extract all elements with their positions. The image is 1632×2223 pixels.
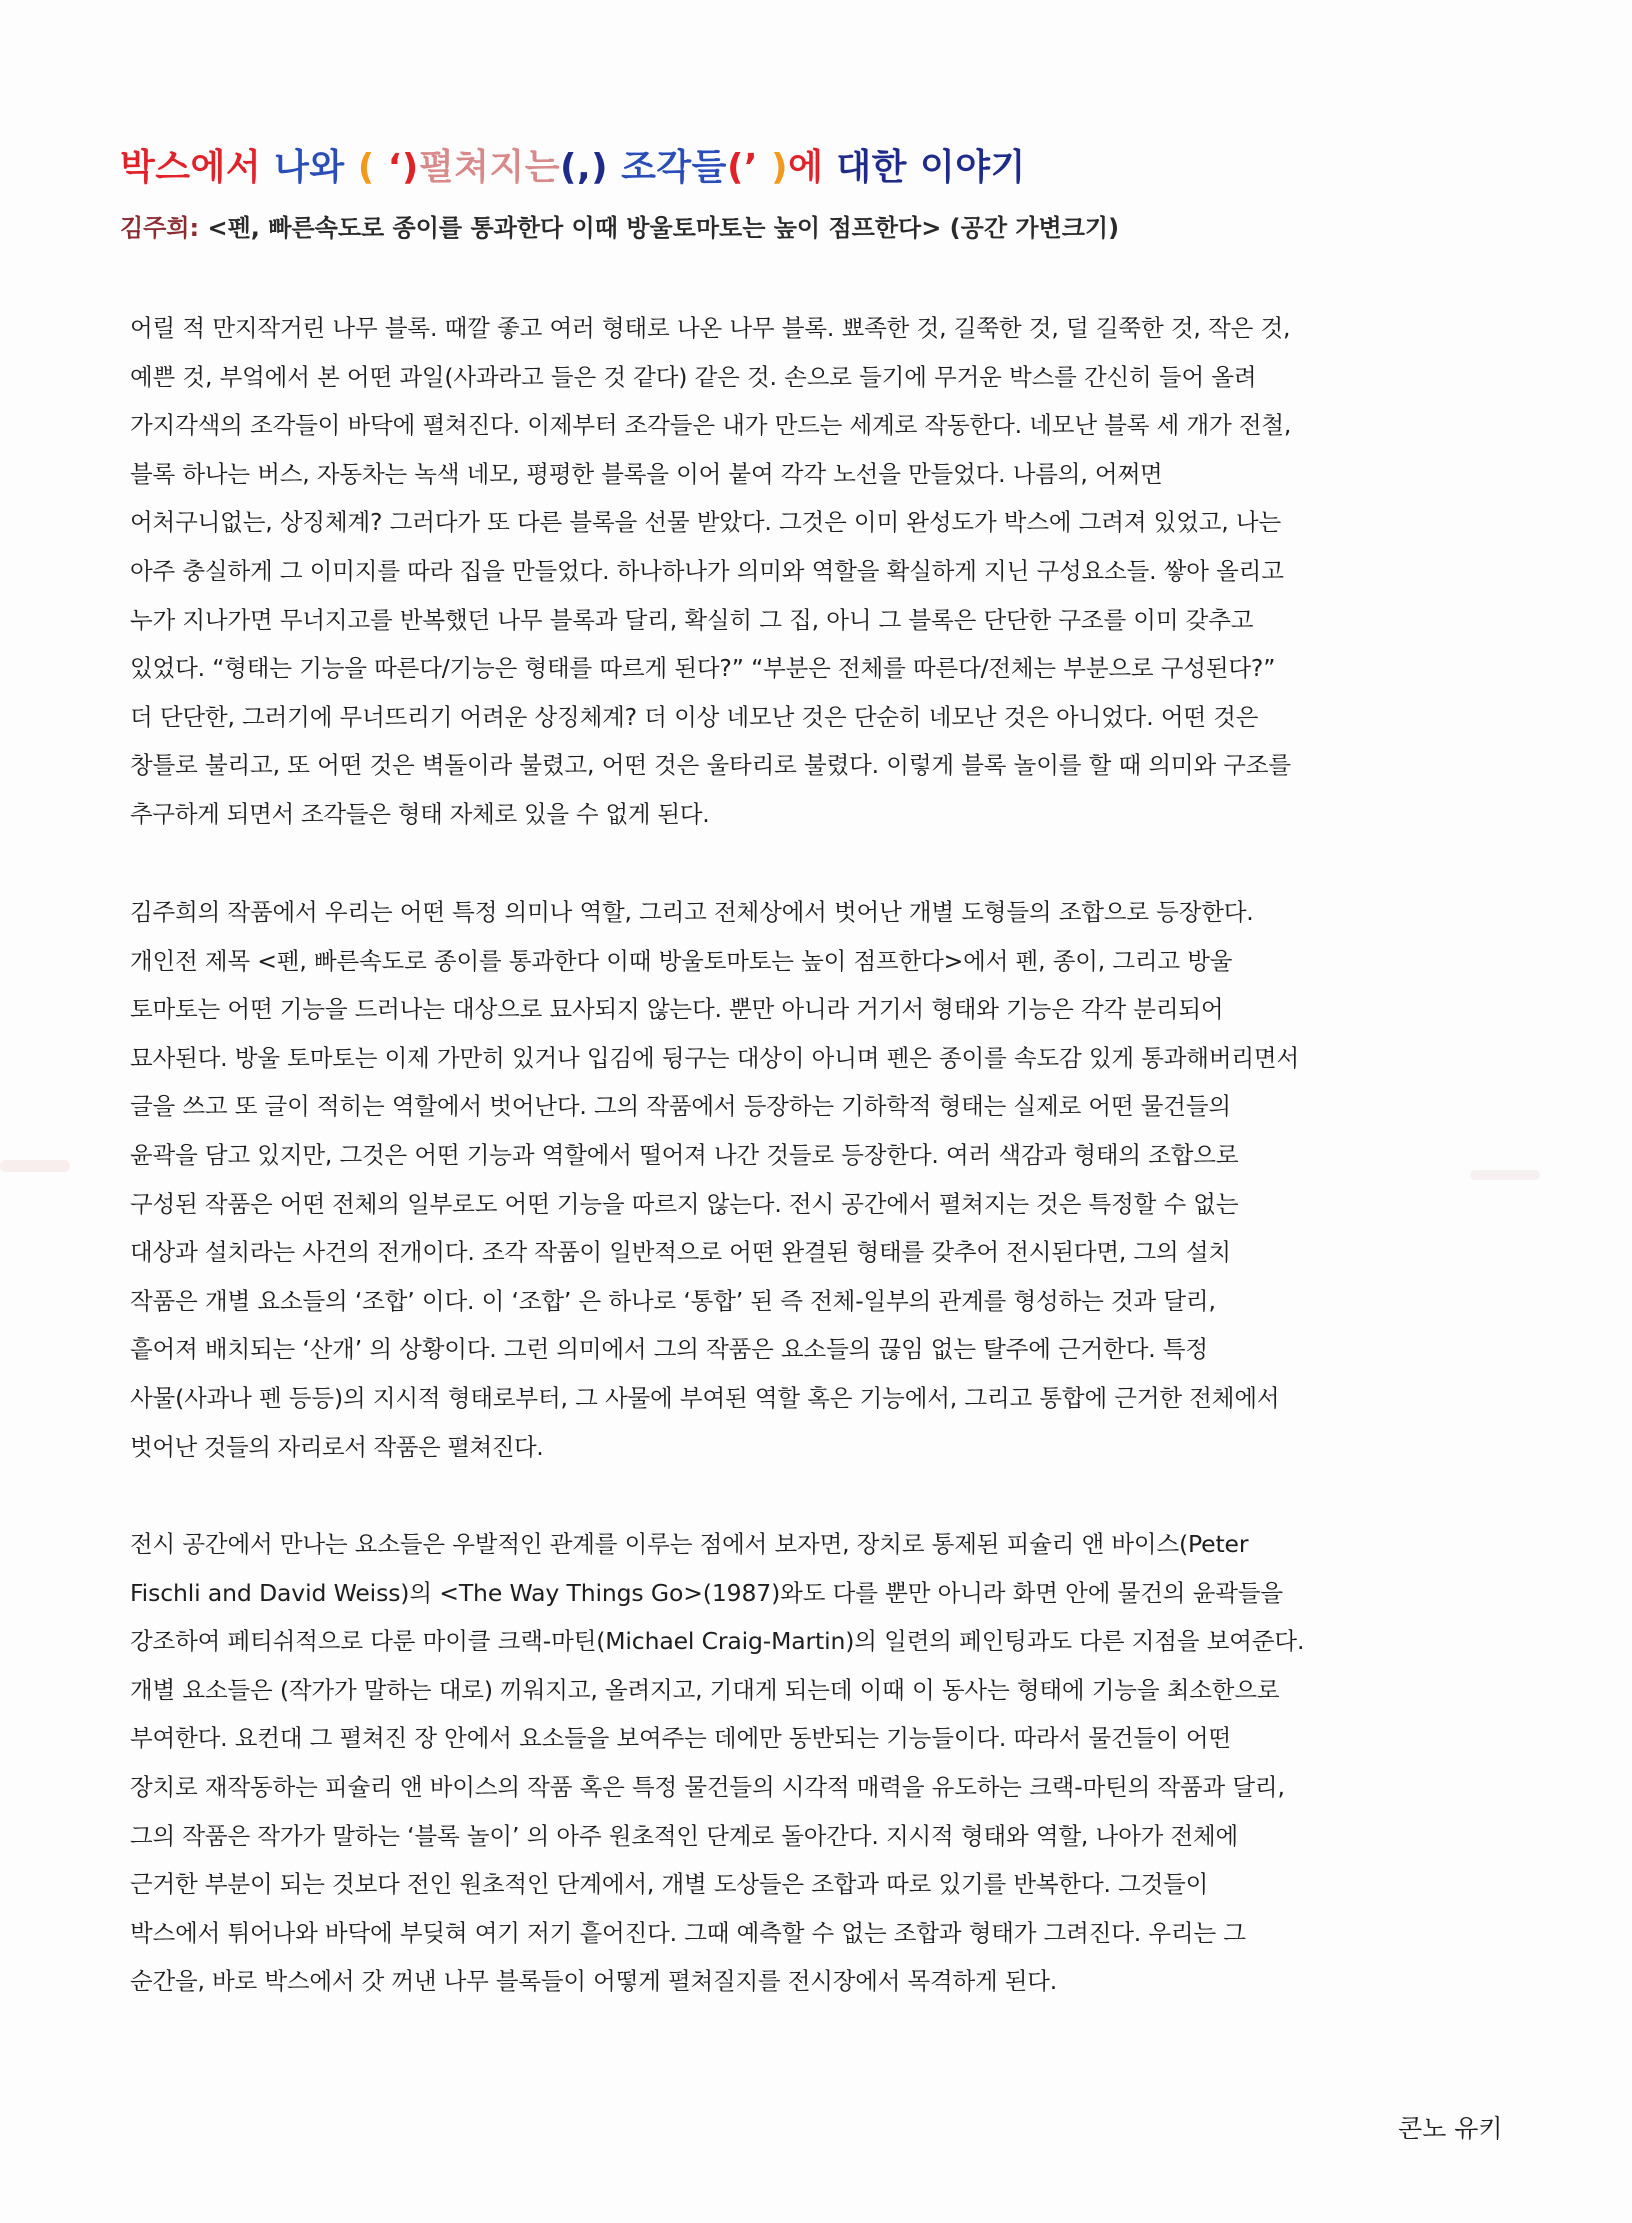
text-line: 순간을, 바로 박스에서 갓 꺼낸 나무 블록들이 어떻게 펼쳐질지를 전시장에서 목격하게 된다. xyxy=(130,1967,1058,1996)
text-line: Fischli and David Weiss)의 <The Way Things Go>(1987)와도 다를 뿐만 아니라 화면 안에 물건의 윤곽들을 xyxy=(130,1578,1284,1607)
title-segment: (,) xyxy=(559,147,622,188)
title-segment: 에 xyxy=(788,147,837,188)
essay-subtitle xyxy=(120,212,1540,244)
text-line: 강조하여 페티쉬적으로 다룬 마이클 크랙-마틴(Michael Craig-Martin)의 일련의 페인팅과도 다른 지점을 보여준다. xyxy=(130,1627,1305,1656)
text-line: 묘사된다. 방울 토마토는 이제 가만히 있거나 입김에 뒹구는 대상이 아니며 펜은 종이를 속도감 있게 통과해버리면서 xyxy=(130,1043,1299,1072)
text-line: 김주희의 작품에서 우리는 어떤 특정 의미나 역할, 그리고 전체상에서 벗어난 개별 도형들의 조합으로 등장한다. xyxy=(130,898,1254,926)
text-line: 구성된 작품은 어떤 전체의 일부로도 어떤 기능을 따르지 않는다. 전시 공간에서 펼쳐지는 것은 특정할 수 없는 xyxy=(130,1189,1239,1218)
text-line: 추구하게 되면서 조각들은 형태 자체로 있을 수 없게 된다. xyxy=(130,799,710,828)
title-segment: (’ xyxy=(726,147,772,188)
author-signature: 콘노 유키 xyxy=(1398,2114,1503,2143)
paragraph-3 xyxy=(130,1520,1550,2006)
text-line: 어처구니없는, 상징체계? 그러다가 또 다른 블록을 선물 받았다. 그것은 이미 완성도가 박스에 그려져 있었고, 나는 xyxy=(130,508,1282,537)
title-segment: 나와 xyxy=(274,147,358,188)
artist-name: 김주희: xyxy=(120,214,208,242)
text-line: 장치로 재작동하는 피슐리 앤 바이스의 작품 혹은 특정 물건들의 시각적 매력을 유도하는 크랙-마틴의 작품과 달리, xyxy=(130,1772,1285,1801)
text-line: 윤곽을 담고 있지만, 그것은 어떤 기능과 역할에서 떨어져 나간 것들로 등장한다. 여러 색감과 형태의 조합으로 xyxy=(130,1140,1239,1169)
text-line: 블록 하나는 버스, 자동차는 녹색 네모, 평평한 블록을 이어 붙여 각각 노선을 만들었다. 나름의, 어쩌면 xyxy=(130,459,1163,488)
text-line: 사물(사과나 펜 등등)의 지시적 형태로부터, 그 사물에 부여된 역할 혹은 기능에서, 그리고 통합에 근거한 전체에서 xyxy=(130,1383,1280,1412)
text-line: 박스에서 튀어나와 바닥에 부딪혀 여기 저기 흩어진다. 그때 예측할 수 없는 조합과 형태가 그려진다. 우리는 그 xyxy=(130,1918,1246,1947)
essay-title xyxy=(120,146,1540,190)
text-line: 더 단단한, 그러기에 무너뜨리기 어려운 상징체계? 더 이상 네모난 것은 단순히 네모난 것은 아니었다. 어떤 것은 xyxy=(130,702,1259,731)
exhibition-title: <펜, 빠른속도로 종이를 통과한다 이때 방울토마토는 높이 점프한다> (공간 가변크기) xyxy=(207,214,1120,242)
title-segment: 박스에서 xyxy=(120,147,275,188)
text-line: 예쁜 것, 부엌에서 본 어떤 과일(사과라고 들은 것 같다) 같은 것. 손으로 들기에 무거운 박스를 간신히 들어 올려 xyxy=(130,362,1257,391)
text-line: 토마토는 어떤 기능을 드러나는 대상으로 묘사되지 않는다. 뿐만 아니라 거기서 형태와 기능은 각각 분리되어 xyxy=(130,995,1224,1024)
title-segment: ( xyxy=(357,147,388,188)
text-line: 누가 지나가면 무너지고를 반복했던 나무 블록과 달리, 확실히 그 집, 아니 그 블록은 단단한 구조를 이미 갖추고 xyxy=(130,605,1254,634)
title-segment: 대한 이야기 xyxy=(836,147,1026,188)
text-line: 어릴 적 만지작거린 나무 블록. 때깔 좋고 여러 형태로 나온 나무 블록. 뾰족한 것, 길쭉한 것, 덜 길쭉한 것, 작은 것, xyxy=(130,314,1291,342)
text-line: 대상과 설치라는 사건의 전개이다. 조각 작품이 일반적으로 어떤 완결된 형태를 갖추어 전시된다면, 그의 설치 xyxy=(130,1238,1231,1267)
text-line: 개인전 제목 <펜, 빠른속도로 종이를 통과한다 이때 방울토마토는 높이 점프한다>에서 펜, 종이, 그리고 방울 xyxy=(130,946,1233,975)
text-line: 전시 공간에서 만나는 요소들은 우발적인 관계를 이루는 점에서 보자면, 장치로 통제된 피슐리 앤 바이스(Peter xyxy=(130,1530,1249,1558)
text-line: 작품은 개별 요소들의 ‘조합’ 이다. 이 ‘조합’ 은 하나로 ‘통합’ 된 즉 전체-일부의 관계를 형성하는 것과 달리, xyxy=(130,1286,1216,1315)
title-segment: 펼쳐지는 xyxy=(418,147,560,188)
text-line: 개별 요소들은 (작가가 말하는 대로) 끼워지고, 올려지고, 기대게 되는데 이때 이 동사는 형태에 기능을 최소한으로 xyxy=(130,1675,1280,1704)
text-line: 부여한다. 요컨대 그 펼쳐진 장 안에서 요소들을 보여주는 데에만 동반되는 기능들이다. 따라서 물건들이 어떤 xyxy=(130,1724,1231,1753)
title-segment: ‘) xyxy=(387,147,419,188)
title-segment: 조각들 xyxy=(621,147,727,188)
text-line: 있었다. “형태는 기능을 따른다/기능은 형태를 따르게 된다?” “부분은 전체를 따른다/전체는 부분으로 구성된다?” xyxy=(130,654,1276,683)
text-line: 근거한 부분이 되는 것보다 전인 원초적인 단계에서, 개별 도상들은 조합과 따로 있기를 반복한다. 그것들이 xyxy=(130,1870,1209,1899)
text-line: 흩어져 배치되는 ‘산개’ 의 상황이다. 그런 의미에서 그의 작품은 요소들의 끊임 없는 탈주에 근거한다. 특정 xyxy=(130,1335,1208,1364)
paragraph-1 xyxy=(130,304,1550,839)
text-line: 그의 작품은 작가가 말하는 ‘블록 놀이’ 의 아주 원초적인 단계로 돌아간다. 지시적 형태와 역할, 나아가 전체에 xyxy=(130,1821,1239,1850)
text-line: 창틀로 불리고, 또 어떤 것은 벽돌이라 불렸고, 어떤 것은 울타리로 불렸다. 이렇게 블록 놀이를 할 때 의미와 구조를 xyxy=(130,751,1291,780)
title-segment: ) xyxy=(771,147,789,188)
text-line: 벗어난 것들의 자리로서 작품은 펼쳐진다. xyxy=(130,1432,544,1461)
paragraph-2 xyxy=(130,888,1550,1471)
text-line: 글을 쓰고 또 글이 적히는 역할에서 벗어난다. 그의 작품에서 등장하는 기하학적 형태는 실제로 어떤 물건들의 xyxy=(130,1092,1231,1121)
text-line: 가지각색의 조각들이 바닥에 펼쳐진다. 이제부터 조각들은 내가 만드는 세계로 작동한다. 네모난 블록 세 개가 전철, xyxy=(130,411,1292,440)
text-line: 아주 충실하게 그 이미지를 따라 집을 만들었다. 하나하나가 의미와 역할을 확실하게 지닌 구성요소들. 쌓아 올리고 xyxy=(130,556,1284,585)
paper-smudge xyxy=(0,1160,70,1172)
